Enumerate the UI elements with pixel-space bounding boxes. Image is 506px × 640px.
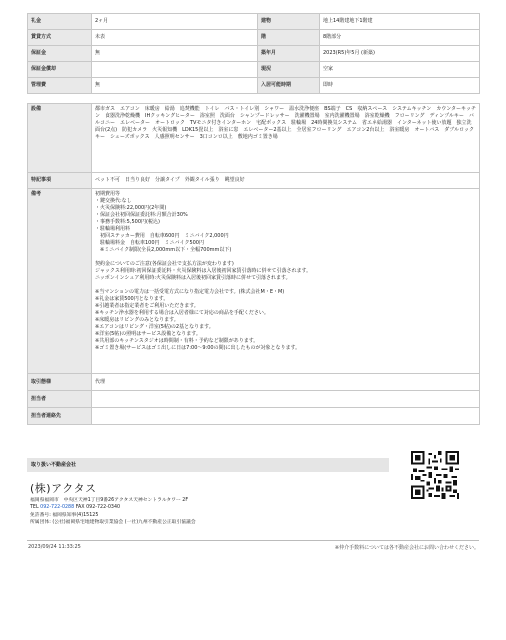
value-status: 空家 (320, 62, 480, 78)
brokerage-fee-note: ※仲介手数料については各不動産会社にお問い合わせください。 (334, 545, 479, 551)
value-move-in: 即時 (320, 78, 480, 94)
tel-label: TEL (30, 505, 39, 511)
table-row (28, 46, 480, 62)
value-deposit-amortization (92, 62, 258, 78)
property-sheet (27, 13, 479, 425)
fax-number: FAX 092-722-0340 (75, 505, 121, 511)
value-deposit: 無 (92, 46, 258, 62)
table-row (28, 408, 480, 425)
table-row (28, 391, 480, 408)
label-remarks: 備考 (28, 189, 92, 374)
company-address: 福岡県福岡市 中央区天神1丁目9番26アクタス天神セントラルタワー 2F (30, 498, 189, 503)
qr-code-icon (411, 451, 459, 499)
label-staff: 担当者 (28, 391, 92, 408)
tel-link[interactable]: 092-722-0288 (40, 505, 75, 511)
label-lease-type: 賃貸方式 (28, 30, 92, 46)
table-row (28, 189, 480, 374)
table-row (28, 30, 480, 46)
label-deposit-amortization: 保証金償却 (28, 62, 92, 78)
company-name: (株)アクタス (30, 482, 97, 495)
company-info (30, 497, 196, 527)
value-key-money: 2ヶ月 (92, 14, 258, 30)
table-row (28, 78, 480, 94)
company-section-header: 取り扱い不動産会社 (27, 458, 389, 472)
label-facilities: 設備 (28, 104, 92, 173)
table-row (28, 104, 480, 173)
label-building: 建物 (258, 14, 320, 30)
value-floor: 8階部分 (320, 30, 480, 46)
value-lease-type: 未表 (92, 30, 258, 46)
label-management-fee: 管理費 (28, 78, 92, 94)
label-status: 現況 (258, 62, 320, 78)
table-row (28, 374, 480, 391)
label-floor: 階 (258, 30, 320, 46)
value-transaction-type: 代理 (92, 374, 480, 391)
value-features: ペット不可 日当り良好 分譲タイプ 外観タイル張り 眺望良好 (92, 173, 480, 189)
label-move-in: 入居可能時期 (258, 78, 320, 94)
value-staff (92, 391, 480, 408)
label-features: 特記事項 (28, 173, 92, 189)
print-timestamp: 2023/09/24 11:33:25 (28, 544, 81, 550)
label-deposit: 保証金 (28, 46, 92, 62)
table-row (28, 14, 480, 30)
details-table (27, 103, 480, 425)
value-building: 地上14階建地下1階建 (320, 14, 480, 30)
value-built-date: 2023(R5)年5月 (新築) (320, 46, 480, 62)
value-staff-contact (92, 408, 480, 425)
footer-divider (27, 540, 479, 541)
label-key-money: 礼金 (28, 14, 92, 30)
property-summary-table (27, 13, 480, 94)
table-row (28, 62, 480, 78)
table-row (28, 173, 480, 189)
company-phone-line (30, 504, 196, 511)
value-management-fee: 無 (92, 78, 258, 94)
license-number: 免許番号: 福岡県知事(4)15125 (30, 512, 99, 518)
label-staff-contact: 担当者連絡先 (28, 408, 92, 425)
value-remarks: 初期費用等 ・鍵交換代:なし ・火災保険料:22,000円(2年間) ・保証会社初回保証委託料:月額合計30% ・事務手数料:5,500円(税込) ・駐輪場利用料 初回ステッカー費用 自転車600円 ミニバイク2,000円 駐輪場料金 自転車100円 ミニバイク500円 ※ミニバイク制限(全長2,000mm以下・全幅700mm以下) 契約金についてのご注意(各保証会社で支払方法が変わります) ジャックス利用時:初回保証委託料・火災保険料は入居後初回家賃引落時に併せて引落されます。 ニッポンインシュア利用時:火災保険料は入居後初回家賃引落時に併せて引落されます。 ※当マンションの電力は一括受電方式になり指定電力会社です。(株式会社M・E・M) ※礼金は家賃500円となります。 ※引越業者は指定業者をご利用いただきます。 ※キッチン浄水器を利用する場合は入居者様にて対応の商品を手配ください。 ※床暖房はリビングのみとなります。 ※エアコンはリビング・洋室(5帖)の2基となります。 ※洋室(5帖)の照明はサービス設備となります。 ※共用部のキッチンスタジオは時間制・有料・予約など制限があります。 ※ゴミ置き場(サービスはゴミ出しに日は7:00〜9:00の間)に出したものが対象となります。 (92, 189, 480, 374)
label-built-date: 築年月 (258, 46, 320, 62)
association: 所属団体: (公社)福岡県宅地建物取引業協会 (一社)九州不動産公正取引協議会 (30, 520, 196, 526)
value-facilities: 都市ガス エアコン 床暖房 給湯 追焚機能 トイレ バス・トイレ別 シャワー 温水洗浄便座 BS端子 CS 収納スペース システムキッチン カウンターキッチン 食器洗浄乾燥機 IHクッキングヒーター 浴室照 洗面台 シャンプードレッサー 洗濯機置場 室内洗濯機置場 浴室乾燥機 フローリング ディンプルキー バルコニー エレベーター オートロック TVモニタ付きインターホン 宅配ボックス 駐輪場 24時間換気システム 省エネ給湯器 インターネット使い放題 独立洗面台(2点) 防犯カメラ 火災報知機 LDK15畳以上 浴室に窓 エレベーター2基以上 全居室フローリング エアコン2台以上 浴室暖房 オートバス ダブルロックキー シューズボックス 人感照明センサー 3口コンロ以上 敷地内ゴミ置き場 (92, 104, 480, 173)
label-transaction-type: 取引態様 (28, 374, 92, 391)
